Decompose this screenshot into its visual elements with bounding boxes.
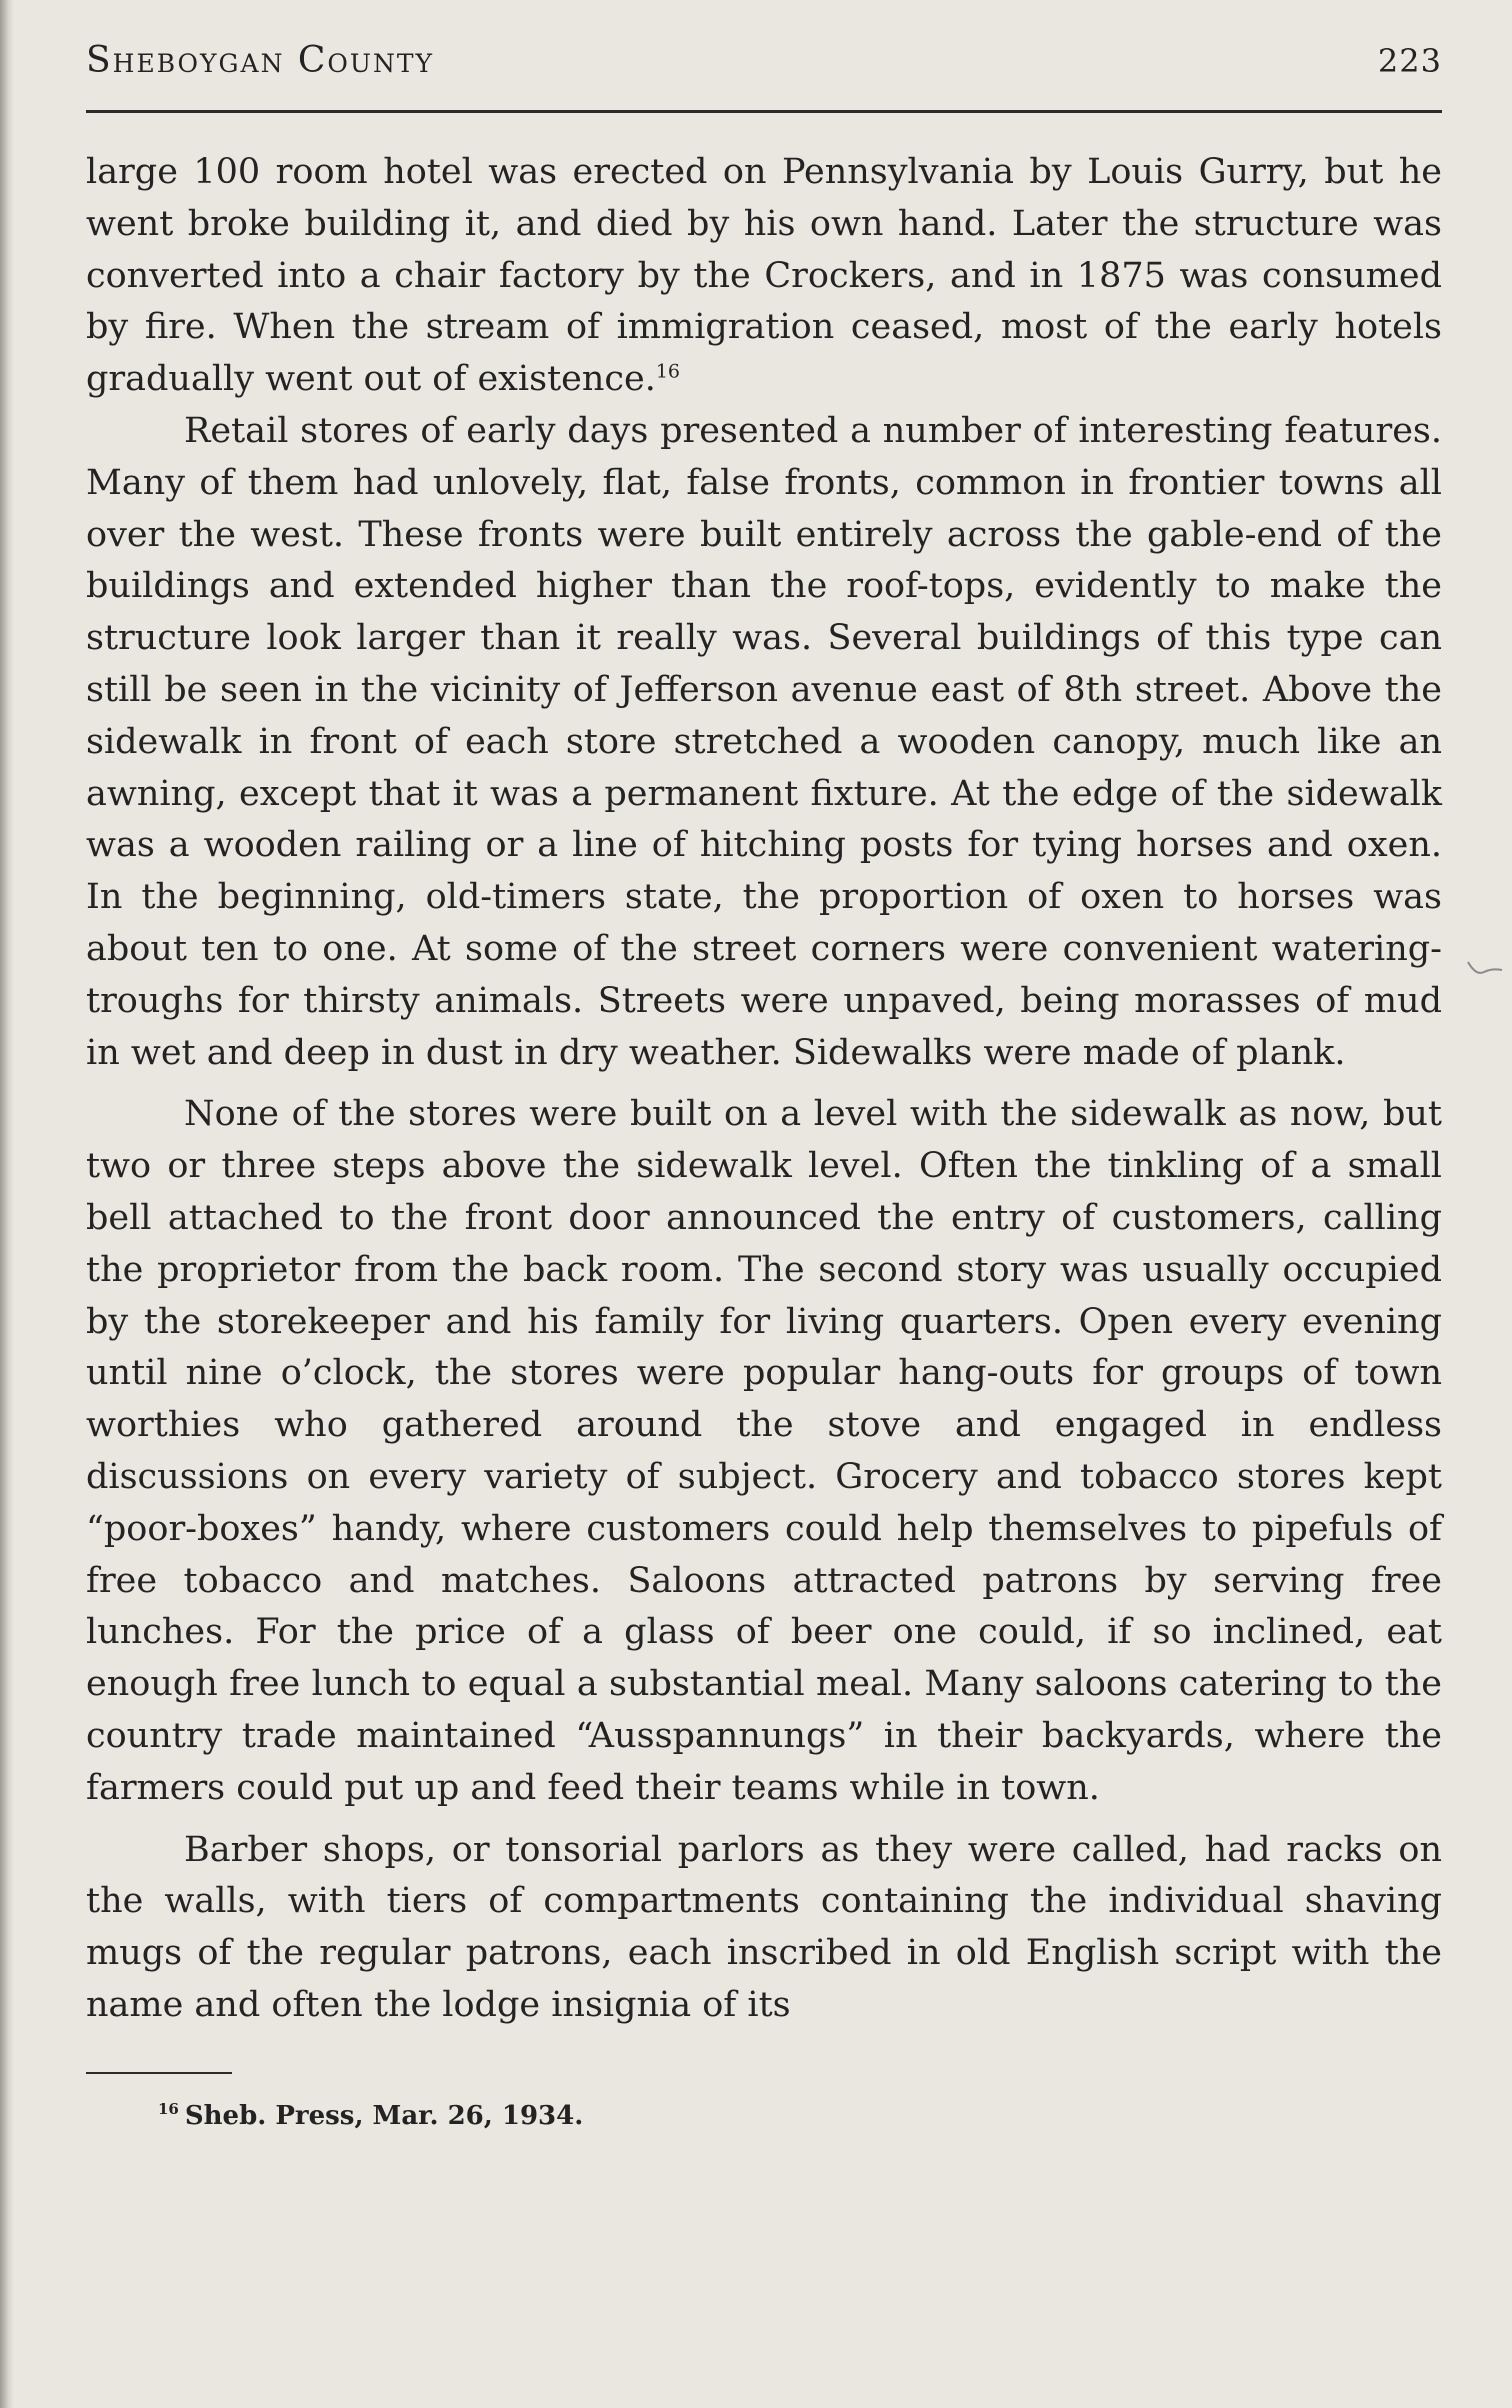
paragraph-1-text: large 100 room hotel was erected on Pennsylvania by Louis Gurry, but he went broke building it, and died by his own hand. Later the structure was converted into a chair factory by the Crockers, and in 1875 was consumed by fire. When the stream of immigration ceased, most of the early hotels gradually went out of existence. bbox=[86, 152, 1442, 400]
footnote-rule bbox=[86, 2072, 232, 2074]
paragraph-4: Barber shops, or tonsorial parlors as they were called, had racks on the walls, with tiers of compartments containing the individual shaving mugs of the regular patrons, each inscribed in old English script with the name and often the lodge insignia of its bbox=[86, 1829, 1442, 2025]
header-rule bbox=[86, 110, 1442, 113]
margin-pencil-mark bbox=[1466, 950, 1506, 990]
page-edge-shadow bbox=[0, 0, 14, 2408]
footnote bbox=[86, 2096, 1442, 2136]
running-head: Sheboygan County bbox=[86, 40, 435, 81]
footnote-text: Sheb. Press, Mar. 26, 1934. bbox=[184, 2100, 584, 2131]
body-text bbox=[86, 147, 1442, 2032]
footnote-reference: 16 bbox=[655, 360, 681, 383]
paragraph-2: Retail stores of early days presented a number of interesting features. Many of them had unlovely, flat, false fronts, common in frontier towns all over the west. These fronts were built entirely across the gable-end of the buildings and extended higher than the roof-tops, evidently to make the structure look larger than it really was. Several buildings of this type can still be seen in the vicinity of Jefferson avenue east of 8th street. Above the sidewalk in front of each store stretched a wooden canopy, much like an awning, except that it was a permanent fixture. At the edge of the sidewalk was a wooden railing or a line of hitching posts for tying horses and oxen. In the beginning, old-timers state, the proportion of oxen to horses was about ten to one. At some of the street corners were convenient watering-troughs for thirsty animals. Streets were unpaved, being morasses of mud in wet and deep in dust in dry weather. Sidewalks were made of plank. bbox=[86, 410, 1442, 1073]
page-number: 223 bbox=[1377, 42, 1442, 80]
footnote-number: 16 bbox=[158, 2100, 179, 2119]
paragraph-1 bbox=[86, 147, 1442, 406]
paragraph-3: None of the stores were built on a level with the sidewalk as now, but two or three steps above the sidewalk level. Often the tinkling of a small bell attached to the front door announced the entry of customers, calling the proprietor from the back room. The second story was usually occupied by the storekeeper and his family for living quarters. Open every evening until nine o’clock, the stores were popular hang-outs for groups of town worthies who gathered around the stove and engaged in endless discussions on every variety of subject. Grocery and tobacco stores kept “poor-boxes” handy, where customers could help themselves to pipefuls of free tobacco and matches. Saloons attracted patrons by serving free lunches. For the price of a glass of beer one could, if so inclined, eat enough free lunch to equal a substantial meal. Many saloons catering to the country trade maintained “Ausspannungs” in their backyards, where the farmers could put up and feed their teams while in town. bbox=[86, 1094, 1442, 1808]
book-page bbox=[86, 40, 1442, 2136]
page-header bbox=[86, 40, 1442, 110]
